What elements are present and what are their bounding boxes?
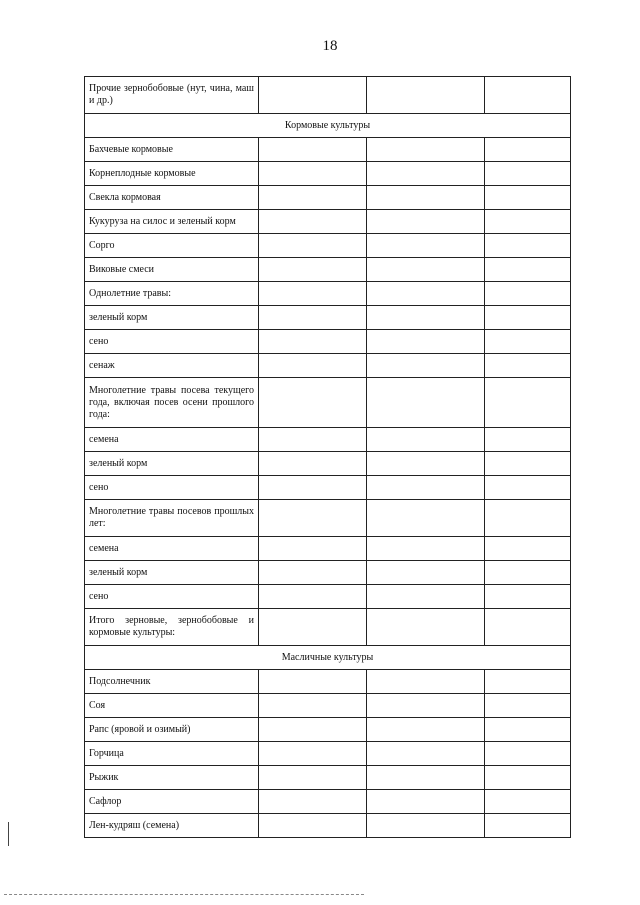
value-cell-col-2 [367, 537, 485, 561]
value-cell-col-3 [485, 428, 571, 452]
table-row [85, 537, 571, 561]
value-cell-col-3 [485, 790, 571, 814]
value-cell-col-2 [367, 138, 485, 162]
value-cell-col-2 [367, 670, 485, 694]
value-cell-col-3 [485, 742, 571, 766]
crop-name-cell: сенаж [85, 354, 259, 378]
bottom-rule [4, 894, 364, 895]
table-row [85, 766, 571, 790]
crop-name-cell: Соя [85, 694, 259, 718]
crop-name-cell: Рыжик [85, 766, 259, 790]
table-row [85, 354, 571, 378]
value-cell-col-1 [259, 378, 367, 428]
crop-name-cell: Подсолнечник [85, 670, 259, 694]
value-cell-col-2 [367, 210, 485, 234]
table-row [85, 742, 571, 766]
page-number: 18 [322, 38, 338, 54]
value-cell-col-2 [367, 476, 485, 500]
table-row [85, 609, 571, 646]
value-cell-col-2 [367, 814, 485, 838]
value-cell-col-1 [259, 766, 367, 790]
value-cell-col-3 [485, 718, 571, 742]
table-row [85, 718, 571, 742]
value-cell-col-2 [367, 609, 485, 646]
value-cell-col-1 [259, 790, 367, 814]
value-cell-col-3 [485, 282, 571, 306]
crop-name-cell: Итого зерновые, зернобобовые и кормовые культуры: [85, 609, 259, 646]
crop-name-cell: Бахчевые кормовые [85, 138, 259, 162]
value-cell-col-1 [259, 452, 367, 476]
section-header-row [85, 646, 571, 670]
value-cell-col-2 [367, 718, 485, 742]
crop-name-cell: Многолетние травы посевов прошлых лет: [85, 500, 259, 537]
table-row [85, 234, 571, 258]
table-row [85, 814, 571, 838]
table-row [85, 138, 571, 162]
crop-name-cell: Горчица [85, 742, 259, 766]
crop-name-cell: Однолетние травы: [85, 282, 259, 306]
value-cell-col-3 [485, 694, 571, 718]
value-cell-col-2 [367, 561, 485, 585]
crop-name-cell: зеленый корм [85, 306, 259, 330]
table-row [85, 186, 571, 210]
value-cell-col-3 [485, 186, 571, 210]
value-cell-col-3 [485, 77, 571, 114]
value-cell-col-1 [259, 258, 367, 282]
value-cell-col-3 [485, 537, 571, 561]
value-cell-col-3 [485, 354, 571, 378]
section-title: Кормовые культуры [85, 114, 571, 138]
value-cell-col-2 [367, 330, 485, 354]
value-cell-col-1 [259, 186, 367, 210]
value-cell-col-3 [485, 306, 571, 330]
crop-name-cell: Корнеплодные кормовые [85, 162, 259, 186]
value-cell-col-1 [259, 330, 367, 354]
value-cell-col-1 [259, 234, 367, 258]
crops-table [84, 76, 571, 838]
section-title: Масличные культуры [85, 646, 571, 670]
table-row [85, 378, 571, 428]
table-row [85, 561, 571, 585]
crop-name-cell: Рапс (яровой и озимый) [85, 718, 259, 742]
crop-name-cell: сено [85, 476, 259, 500]
value-cell-col-1 [259, 814, 367, 838]
crop-name-cell: Сорго [85, 234, 259, 258]
table-row [85, 162, 571, 186]
crop-name-cell: семена [85, 537, 259, 561]
value-cell-col-1 [259, 428, 367, 452]
value-cell-col-3 [485, 476, 571, 500]
value-cell-col-1 [259, 585, 367, 609]
value-cell-col-3 [485, 766, 571, 790]
crop-name-cell: сено [85, 585, 259, 609]
value-cell-col-2 [367, 77, 485, 114]
table-row [85, 500, 571, 537]
value-cell-col-1 [259, 500, 367, 537]
value-cell-col-2 [367, 186, 485, 210]
table-row [85, 282, 571, 306]
value-cell-col-1 [259, 162, 367, 186]
value-cell-col-3 [485, 258, 571, 282]
value-cell-col-1 [259, 476, 367, 500]
crop-name-cell: Лен-кудряш (семена) [85, 814, 259, 838]
value-cell-col-2 [367, 354, 485, 378]
table-row [85, 330, 571, 354]
table-row [85, 670, 571, 694]
value-cell-col-2 [367, 694, 485, 718]
table-row [85, 790, 571, 814]
value-cell-col-3 [485, 585, 571, 609]
crop-name-cell: зеленый корм [85, 561, 259, 585]
crop-name-cell: сено [85, 330, 259, 354]
crops-table-body [85, 77, 571, 838]
scan-mark [8, 822, 9, 846]
value-cell-col-3 [485, 814, 571, 838]
crop-name-cell: зеленый корм [85, 452, 259, 476]
value-cell-col-2 [367, 428, 485, 452]
value-cell-col-2 [367, 234, 485, 258]
value-cell-col-2 [367, 790, 485, 814]
value-cell-col-1 [259, 354, 367, 378]
value-cell-col-1 [259, 306, 367, 330]
value-cell-col-3 [485, 609, 571, 646]
value-cell-col-2 [367, 162, 485, 186]
value-cell-col-1 [259, 138, 367, 162]
crop-name-cell: Кукуруза на силос и зеленый корм [85, 210, 259, 234]
value-cell-col-1 [259, 561, 367, 585]
table-row [85, 694, 571, 718]
value-cell-col-2 [367, 766, 485, 790]
value-cell-col-1 [259, 282, 367, 306]
value-cell-col-3 [485, 330, 571, 354]
table-row [85, 428, 571, 452]
table-row [85, 258, 571, 282]
value-cell-col-3 [485, 138, 571, 162]
value-cell-col-1 [259, 77, 367, 114]
value-cell-col-2 [367, 585, 485, 609]
value-cell-col-2 [367, 306, 485, 330]
table-row [85, 452, 571, 476]
value-cell-col-3 [485, 452, 571, 476]
value-cell-col-3 [485, 210, 571, 234]
value-cell-col-1 [259, 718, 367, 742]
value-cell-col-2 [367, 378, 485, 428]
table-row [85, 77, 571, 114]
crop-name-cell: Свекла кормовая [85, 186, 259, 210]
crop-name-cell: Виковые смеси [85, 258, 259, 282]
value-cell-col-3 [485, 378, 571, 428]
table-row [85, 210, 571, 234]
value-cell-col-3 [485, 561, 571, 585]
value-cell-col-2 [367, 742, 485, 766]
table-row [85, 585, 571, 609]
value-cell-col-1 [259, 694, 367, 718]
section-header-row [85, 114, 571, 138]
value-cell-col-2 [367, 452, 485, 476]
value-cell-col-3 [485, 162, 571, 186]
value-cell-col-2 [367, 258, 485, 282]
value-cell-col-1 [259, 537, 367, 561]
value-cell-col-3 [485, 500, 571, 537]
table-row [85, 306, 571, 330]
value-cell-col-2 [367, 282, 485, 306]
value-cell-col-2 [367, 500, 485, 537]
crop-name-cell: Прочие зернобобовые (нут, чина, маш и др.) [85, 77, 259, 114]
table-row [85, 476, 571, 500]
value-cell-col-1 [259, 670, 367, 694]
value-cell-col-3 [485, 670, 571, 694]
crop-name-cell: Многолетние травы посева текущего года, включая посев осени прошлого года: [85, 378, 259, 428]
value-cell-col-1 [259, 742, 367, 766]
value-cell-col-3 [485, 234, 571, 258]
crop-name-cell: семена [85, 428, 259, 452]
value-cell-col-1 [259, 609, 367, 646]
value-cell-col-1 [259, 210, 367, 234]
crop-name-cell: Сафлор [85, 790, 259, 814]
